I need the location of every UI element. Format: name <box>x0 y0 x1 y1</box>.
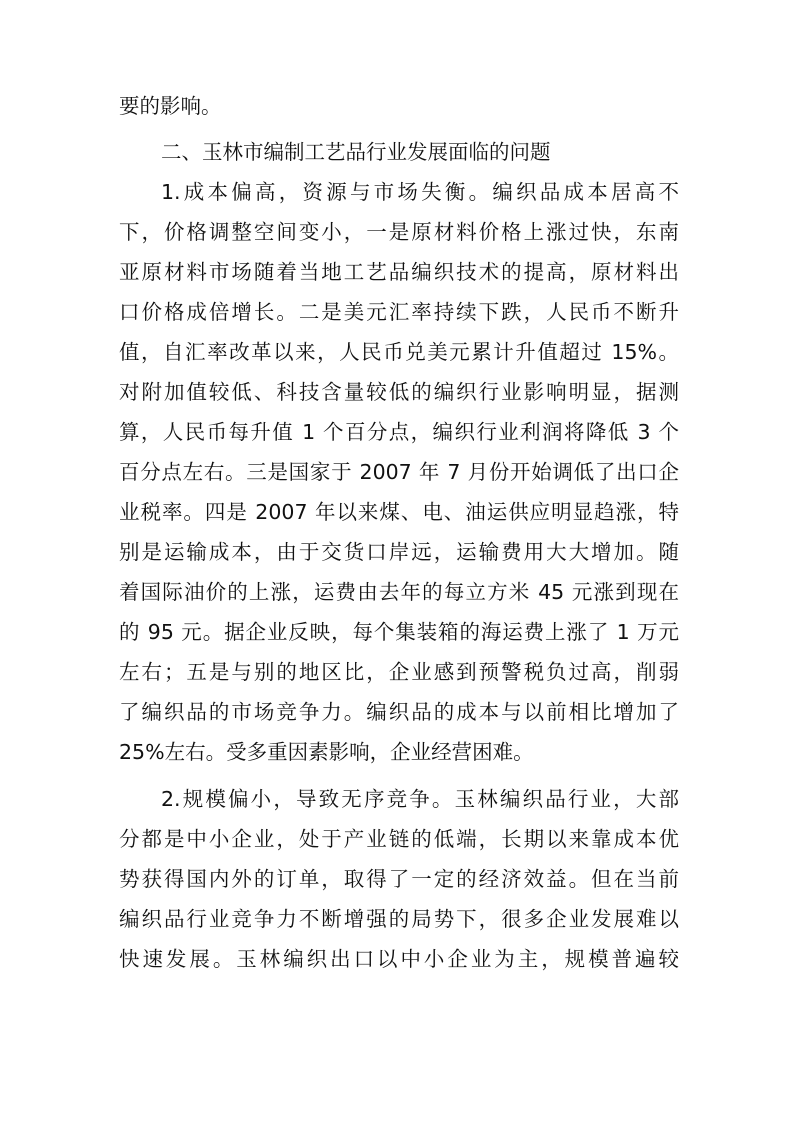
text-line: 编织品行业竞争力不断增强的局势下，很多企业发展难以 <box>119 907 679 931</box>
text-line: 值，自汇率改革以来，人民币兑美元累计升值超过 15%。 <box>119 340 679 364</box>
text-line: 口价格成倍增长。二是美元汇率持续下跌，人民币不断升 <box>119 300 679 324</box>
text-line: 了编织品的市场竞争力。编织品的成本与以前相比增加了 <box>119 700 679 724</box>
text-line: 着国际油价的上涨，运费由去年的每立方米 45 元涨到现在 <box>119 580 679 604</box>
paragraph-first-line: 1.成本偏高，资源与市场失衡。编织品成本居高不 <box>161 180 679 204</box>
text-line: 势获得国内外的订单，取得了一定的经济效益。但在当前 <box>119 867 679 891</box>
text-line: 的 95 元。据企业反映，每个集装箱的海运费上涨了 1 万元 <box>119 620 679 644</box>
text-line: 下，价格调整空间变小，一是原材料价格上涨过快，东南 <box>119 220 679 244</box>
text-line: 亚原材料市场随着当地工艺品编织技术的提高，原材料出 <box>119 260 679 284</box>
text-line: 算，人民币每升值 1 个百分点，编织行业利润将降低 3 个 <box>119 420 679 444</box>
text-line: 别是运输成本，由于交货口岸远，运输费用大大增加。随 <box>119 540 679 564</box>
text-line: 左右；五是与别的地区比，企业感到预警税负过高，削弱 <box>119 660 679 684</box>
text-line: 分都是中小企业，处于产业链的低端，长期以来靠成本优 <box>119 827 679 851</box>
text-line: 快速发展。玉林编织出口以中小企业为主，规模普遍较 <box>119 947 679 971</box>
paragraph-last-line: 25%左右。受多重因素影响，企业经营困难。 <box>119 740 534 764</box>
text-line: 对附加值较低、科技含量较低的编织行业影响明显，据测 <box>119 380 679 404</box>
section-heading: 二、玉林市编制工艺品行业发展面临的问题 <box>161 140 551 164</box>
paragraph-first-line: 2.规模偏小，导致无序竞争。玉林编织品行业，大部 <box>161 787 679 811</box>
text-line: 要的影响。 <box>119 94 222 118</box>
text-line: 业税率。四是 2007 年以来煤、电、油运供应明显趋涨，特 <box>119 500 679 524</box>
text-line: 百分点左右。三是国家于 2007 年 7 月份开始调低了出口企 <box>119 460 679 484</box>
